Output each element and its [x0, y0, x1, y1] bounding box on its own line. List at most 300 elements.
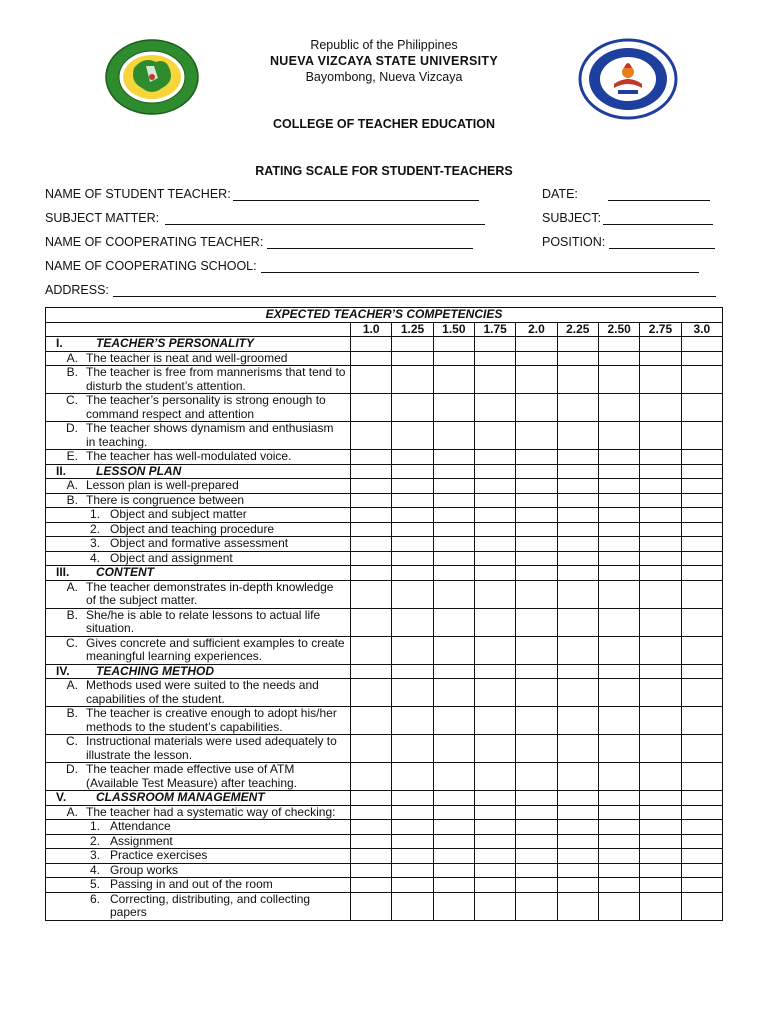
- rating-cell[interactable]: [474, 791, 515, 806]
- rating-cell[interactable]: [433, 566, 474, 581]
- cooperating-teacher-line[interactable]: [267, 236, 473, 249]
- rating-cell[interactable]: [681, 394, 722, 422]
- competency-item: [46, 479, 351, 494]
- rating-cell[interactable]: [474, 834, 515, 849]
- rating-cell[interactable]: [433, 580, 474, 608]
- rating-cell[interactable]: [516, 508, 557, 523]
- date-line[interactable]: [608, 188, 710, 201]
- rating-cell[interactable]: [640, 820, 681, 835]
- rating-cell[interactable]: [351, 450, 392, 465]
- item-text: The teacher has well-modulated voice.: [86, 449, 292, 463]
- rating-cell[interactable]: [474, 664, 515, 679]
- rating-cell[interactable]: [640, 849, 681, 864]
- rating-cell[interactable]: [392, 522, 433, 537]
- subject-line[interactable]: [603, 212, 713, 225]
- table-row: [46, 834, 723, 849]
- rating-cell[interactable]: [640, 450, 681, 465]
- rating-cell[interactable]: [598, 791, 639, 806]
- subject-matter-field[interactable]: [45, 211, 485, 225]
- rating-cell[interactable]: [392, 820, 433, 835]
- rating-cell[interactable]: [516, 551, 557, 566]
- rating-cell[interactable]: [598, 479, 639, 494]
- rating-cell[interactable]: [681, 878, 722, 893]
- rating-cell[interactable]: [598, 450, 639, 465]
- rating-cell[interactable]: [557, 878, 598, 893]
- rating-cell[interactable]: [640, 863, 681, 878]
- rating-cell[interactable]: [474, 707, 515, 735]
- rating-cell[interactable]: [433, 450, 474, 465]
- rating-cell[interactable]: [557, 863, 598, 878]
- rating-cell[interactable]: [474, 551, 515, 566]
- rating-cell[interactable]: [681, 863, 722, 878]
- item-text: She/he is able to relate lessons to actual life situation.: [86, 607, 321, 635]
- rating-cell[interactable]: [433, 878, 474, 893]
- rating-cell[interactable]: [598, 805, 639, 820]
- rating-cell[interactable]: [516, 450, 557, 465]
- rating-cell[interactable]: [681, 566, 722, 581]
- rating-cell[interactable]: [640, 664, 681, 679]
- rating-cell[interactable]: [433, 791, 474, 806]
- rating-cell[interactable]: [351, 394, 392, 422]
- rating-cell[interactable]: [598, 522, 639, 537]
- rating-cell[interactable]: [474, 849, 515, 864]
- rating-cell[interactable]: [351, 351, 392, 366]
- rating-cell[interactable]: [474, 608, 515, 636]
- rating-cell[interactable]: [516, 493, 557, 508]
- rating-cell[interactable]: [433, 664, 474, 679]
- rating-cell[interactable]: [474, 735, 515, 763]
- rating-cell[interactable]: [392, 679, 433, 707]
- rating-cell[interactable]: [351, 580, 392, 608]
- rating-cell[interactable]: [640, 351, 681, 366]
- rating-cell[interactable]: [392, 805, 433, 820]
- rating-cell[interactable]: [392, 394, 433, 422]
- rating-cell[interactable]: [351, 820, 392, 835]
- rating-cell[interactable]: [474, 566, 515, 581]
- rating-cell[interactable]: [392, 608, 433, 636]
- rating-cell[interactable]: [557, 664, 598, 679]
- rating-cell[interactable]: [516, 679, 557, 707]
- rating-cell[interactable]: [557, 636, 598, 664]
- rating-cell[interactable]: [557, 464, 598, 479]
- rating-cell[interactable]: [351, 791, 392, 806]
- rating-cell[interactable]: [433, 366, 474, 394]
- rating-cell[interactable]: [640, 522, 681, 537]
- rating-cell[interactable]: [557, 892, 598, 920]
- rating-cell[interactable]: [351, 863, 392, 878]
- rating-cell[interactable]: [351, 493, 392, 508]
- rating-cell[interactable]: [516, 707, 557, 735]
- rating-cell[interactable]: [598, 878, 639, 893]
- rating-cell[interactable]: [392, 707, 433, 735]
- rating-cell[interactable]: [474, 892, 515, 920]
- table-row: [46, 805, 723, 820]
- rating-cell[interactable]: [640, 551, 681, 566]
- rating-cell[interactable]: [433, 537, 474, 552]
- rating-cell[interactable]: [474, 636, 515, 664]
- rating-cell[interactable]: [598, 608, 639, 636]
- rating-cell[interactable]: [516, 863, 557, 878]
- rating-cell[interactable]: [681, 834, 722, 849]
- rating-cell[interactable]: [516, 763, 557, 791]
- rating-cell[interactable]: [433, 849, 474, 864]
- rating-cell[interactable]: [351, 636, 392, 664]
- rating-cell[interactable]: [433, 679, 474, 707]
- rating-cell[interactable]: [351, 834, 392, 849]
- student-teacher-field[interactable]: [45, 187, 479, 201]
- rating-cell[interactable]: [557, 493, 598, 508]
- rating-cell[interactable]: [351, 608, 392, 636]
- rating-cell[interactable]: [640, 763, 681, 791]
- rating-cell[interactable]: [640, 834, 681, 849]
- rating-cell[interactable]: [516, 566, 557, 581]
- rating-cell[interactable]: [598, 551, 639, 566]
- rating-cell[interactable]: [433, 493, 474, 508]
- rating-cell[interactable]: [681, 608, 722, 636]
- cooperating-teacher-field[interactable]: [45, 235, 473, 249]
- rating-cell[interactable]: [598, 863, 639, 878]
- rating-cell[interactable]: [351, 479, 392, 494]
- rating-cell[interactable]: [351, 849, 392, 864]
- rating-cell[interactable]: [351, 422, 392, 450]
- rating-cell[interactable]: [392, 551, 433, 566]
- rating-cell[interactable]: [598, 735, 639, 763]
- rating-cell[interactable]: [598, 707, 639, 735]
- rating-cell[interactable]: [351, 537, 392, 552]
- rating-cell[interactable]: [351, 878, 392, 893]
- rating-cell[interactable]: [516, 805, 557, 820]
- rating-cell[interactable]: [392, 849, 433, 864]
- rating-cell[interactable]: [392, 366, 433, 394]
- rating-cell[interactable]: [392, 493, 433, 508]
- rating-cell[interactable]: [474, 508, 515, 523]
- position-line[interactable]: [609, 236, 715, 249]
- rating-cell[interactable]: [557, 508, 598, 523]
- rating-cell[interactable]: [392, 834, 433, 849]
- rating-cell[interactable]: [351, 707, 392, 735]
- rating-cell[interactable]: [516, 849, 557, 864]
- rating-cell[interactable]: [433, 422, 474, 450]
- rating-cell[interactable]: [392, 735, 433, 763]
- rating-cell[interactable]: [598, 537, 639, 552]
- rating-cell[interactable]: [433, 508, 474, 523]
- rating-cell[interactable]: [474, 820, 515, 835]
- rating-cell[interactable]: [392, 422, 433, 450]
- rating-cell[interactable]: [392, 878, 433, 893]
- rating-cell[interactable]: [640, 394, 681, 422]
- rating-cell[interactable]: [598, 422, 639, 450]
- rating-cell[interactable]: [392, 450, 433, 465]
- rating-cell[interactable]: [516, 464, 557, 479]
- rating-cell[interactable]: [351, 805, 392, 820]
- rating-cell[interactable]: [681, 580, 722, 608]
- rating-cell[interactable]: [640, 479, 681, 494]
- rating-cell[interactable]: [681, 892, 722, 920]
- rating-cell[interactable]: [557, 849, 598, 864]
- rating-cell[interactable]: [557, 805, 598, 820]
- rating-cell[interactable]: [474, 878, 515, 893]
- rating-cell[interactable]: [557, 337, 598, 352]
- rating-cell[interactable]: [516, 636, 557, 664]
- rating-cell[interactable]: [392, 351, 433, 366]
- student-teacher-line[interactable]: [233, 188, 479, 201]
- rating-cell[interactable]: [351, 735, 392, 763]
- rating-cell[interactable]: [598, 679, 639, 707]
- rating-cell[interactable]: [681, 551, 722, 566]
- rating-cell[interactable]: [640, 707, 681, 735]
- rating-cell[interactable]: [433, 707, 474, 735]
- rating-cell[interactable]: [433, 834, 474, 849]
- rating-cell[interactable]: [598, 849, 639, 864]
- rating-cell[interactable]: [474, 450, 515, 465]
- date-label: DATE:: [542, 187, 578, 201]
- rating-cell[interactable]: [433, 394, 474, 422]
- rating-cell[interactable]: [392, 566, 433, 581]
- competency-item: [46, 493, 351, 508]
- rating-cell[interactable]: [392, 791, 433, 806]
- rating-cell[interactable]: [433, 479, 474, 494]
- rating-cell[interactable]: [640, 791, 681, 806]
- rating-cell[interactable]: [681, 479, 722, 494]
- rating-cell[interactable]: [474, 337, 515, 352]
- rating-cell[interactable]: [474, 464, 515, 479]
- rating-cell[interactable]: [392, 636, 433, 664]
- rating-cell[interactable]: [351, 464, 392, 479]
- rating-cell[interactable]: [598, 493, 639, 508]
- rating-cell[interactable]: [640, 537, 681, 552]
- rating-cell[interactable]: [598, 664, 639, 679]
- rating-cell[interactable]: [681, 508, 722, 523]
- rating-cell[interactable]: [640, 464, 681, 479]
- rating-cell[interactable]: [557, 820, 598, 835]
- rating-cell[interactable]: [557, 707, 598, 735]
- cooperating-school-line[interactable]: [261, 260, 699, 273]
- rating-cell[interactable]: [474, 479, 515, 494]
- rating-cell[interactable]: [351, 522, 392, 537]
- rating-cell[interactable]: [392, 892, 433, 920]
- rating-cell[interactable]: [516, 834, 557, 849]
- rating-cell[interactable]: [681, 849, 722, 864]
- rating-cell[interactable]: [516, 735, 557, 763]
- date-field[interactable]: [542, 187, 710, 201]
- competency-item: [46, 394, 351, 422]
- address-line[interactable]: [113, 284, 716, 297]
- rating-cell[interactable]: [557, 351, 598, 366]
- rating-cell[interactable]: [681, 537, 722, 552]
- rating-cell[interactable]: [516, 580, 557, 608]
- rating-cell[interactable]: [557, 580, 598, 608]
- rating-cell[interactable]: [474, 422, 515, 450]
- rating-cell[interactable]: [433, 820, 474, 835]
- rating-cell[interactable]: [681, 707, 722, 735]
- rating-cell[interactable]: [351, 763, 392, 791]
- rating-cell[interactable]: [474, 394, 515, 422]
- rating-cell[interactable]: [681, 805, 722, 820]
- rating-cell[interactable]: [640, 508, 681, 523]
- rating-cell[interactable]: [640, 493, 681, 508]
- rating-cell[interactable]: [640, 878, 681, 893]
- section-heading: [46, 664, 351, 679]
- rating-cell[interactable]: [557, 735, 598, 763]
- section-row: [46, 664, 723, 679]
- rating-cell[interactable]: [474, 580, 515, 608]
- rating-cell[interactable]: [351, 664, 392, 679]
- rating-cell[interactable]: [516, 394, 557, 422]
- rating-cell[interactable]: [681, 636, 722, 664]
- rating-cell[interactable]: [474, 351, 515, 366]
- rating-cell[interactable]: [681, 791, 722, 806]
- rating-cell[interactable]: [474, 763, 515, 791]
- rating-cell[interactable]: [351, 508, 392, 523]
- rating-cell[interactable]: [598, 337, 639, 352]
- rating-cell[interactable]: [681, 366, 722, 394]
- rating-cell[interactable]: [681, 422, 722, 450]
- rating-cell[interactable]: [392, 537, 433, 552]
- rating-cell[interactable]: [557, 450, 598, 465]
- rating-cell[interactable]: [516, 479, 557, 494]
- item-marker: B.: [66, 492, 78, 507]
- rating-cell[interactable]: [474, 863, 515, 878]
- rating-cell[interactable]: [681, 337, 722, 352]
- rating-cell[interactable]: [640, 608, 681, 636]
- rating-cell[interactable]: [640, 580, 681, 608]
- rating-cell[interactable]: [640, 735, 681, 763]
- rating-cell[interactable]: [598, 834, 639, 849]
- rating-cell[interactable]: [351, 892, 392, 920]
- rating-cell[interactable]: [516, 537, 557, 552]
- rating-cell[interactable]: [598, 394, 639, 422]
- rating-cell[interactable]: [557, 763, 598, 791]
- rating-cell[interactable]: [433, 892, 474, 920]
- rating-cell[interactable]: [474, 493, 515, 508]
- rating-cell[interactable]: [681, 450, 722, 465]
- rating-cell[interactable]: [351, 566, 392, 581]
- rating-cell[interactable]: [516, 337, 557, 352]
- rating-cell[interactable]: [557, 679, 598, 707]
- rating-cell[interactable]: [351, 366, 392, 394]
- rating-cell[interactable]: [474, 679, 515, 707]
- rating-cell[interactable]: [433, 522, 474, 537]
- rating-cell[interactable]: [681, 763, 722, 791]
- rating-cell[interactable]: [557, 394, 598, 422]
- rating-cell[interactable]: [681, 735, 722, 763]
- rating-cell[interactable]: [640, 366, 681, 394]
- rating-cell[interactable]: [640, 422, 681, 450]
- rating-cell[interactable]: [433, 636, 474, 664]
- rating-cell[interactable]: [516, 878, 557, 893]
- rating-cell[interactable]: [681, 351, 722, 366]
- rating-cell[interactable]: [557, 537, 598, 552]
- rating-cell[interactable]: [351, 551, 392, 566]
- rating-cell[interactable]: [516, 366, 557, 394]
- position-field[interactable]: [542, 235, 715, 249]
- rating-cell[interactable]: [392, 763, 433, 791]
- subitem-text: Practice exercises: [110, 848, 208, 862]
- rating-cell[interactable]: [474, 537, 515, 552]
- rating-cell[interactable]: [516, 820, 557, 835]
- subject-matter-line[interactable]: [165, 212, 485, 225]
- rating-cell[interactable]: [640, 636, 681, 664]
- rating-cell[interactable]: [598, 580, 639, 608]
- rating-cell[interactable]: [433, 551, 474, 566]
- rating-cell[interactable]: [598, 763, 639, 791]
- rating-cell[interactable]: [474, 522, 515, 537]
- rating-cell[interactable]: [516, 791, 557, 806]
- rating-cell[interactable]: [681, 522, 722, 537]
- rating-cell[interactable]: [392, 508, 433, 523]
- rating-cell[interactable]: [598, 820, 639, 835]
- rating-cell[interactable]: [681, 464, 722, 479]
- rating-cell[interactable]: [433, 608, 474, 636]
- rating-cell[interactable]: [557, 551, 598, 566]
- rating-cell[interactable]: [598, 464, 639, 479]
- table-row: [46, 636, 723, 664]
- rating-cell[interactable]: [433, 735, 474, 763]
- rating-cell[interactable]: [433, 337, 474, 352]
- rating-cell[interactable]: [598, 892, 639, 920]
- rating-cell[interactable]: [557, 566, 598, 581]
- rating-cell[interactable]: [681, 664, 722, 679]
- rating-cell[interactable]: [392, 337, 433, 352]
- rating-cell[interactable]: [516, 892, 557, 920]
- rating-cell[interactable]: [681, 820, 722, 835]
- rating-cell[interactable]: [598, 636, 639, 664]
- rating-cell[interactable]: [598, 566, 639, 581]
- rating-cell[interactable]: [351, 679, 392, 707]
- subject-field[interactable]: [542, 211, 713, 225]
- rating-cell[interactable]: [392, 863, 433, 878]
- rating-cell[interactable]: [557, 422, 598, 450]
- rating-cell[interactable]: [681, 493, 722, 508]
- rating-cell[interactable]: [640, 679, 681, 707]
- rating-cell[interactable]: [433, 863, 474, 878]
- rating-cell[interactable]: [392, 479, 433, 494]
- cooperating-school-field[interactable]: [45, 259, 699, 273]
- rating-cell[interactable]: [433, 464, 474, 479]
- rating-cell[interactable]: [474, 366, 515, 394]
- rating-cell[interactable]: [351, 337, 392, 352]
- rating-cell[interactable]: [557, 791, 598, 806]
- rating-cell[interactable]: [557, 366, 598, 394]
- rating-cell[interactable]: [598, 351, 639, 366]
- rating-cell[interactable]: [557, 522, 598, 537]
- rating-cell[interactable]: [392, 580, 433, 608]
- rating-cell[interactable]: [516, 608, 557, 636]
- rating-cell[interactable]: [516, 351, 557, 366]
- table-row: [46, 551, 723, 566]
- rating-cell[interactable]: [557, 608, 598, 636]
- rating-cell[interactable]: [516, 522, 557, 537]
- rating-cell[interactable]: [392, 464, 433, 479]
- rating-cell[interactable]: [392, 664, 433, 679]
- rating-cell[interactable]: [681, 679, 722, 707]
- address-field[interactable]: [45, 283, 716, 297]
- rating-cell[interactable]: [433, 351, 474, 366]
- rating-cell[interactable]: [640, 337, 681, 352]
- rating-cell[interactable]: [640, 892, 681, 920]
- rating-cell[interactable]: [598, 508, 639, 523]
- rating-cell[interactable]: [640, 566, 681, 581]
- rating-cell[interactable]: [433, 805, 474, 820]
- rating-cell[interactable]: [433, 763, 474, 791]
- rating-cell[interactable]: [598, 366, 639, 394]
- rating-cell[interactable]: [557, 479, 598, 494]
- rating-cell[interactable]: [640, 805, 681, 820]
- rating-cell[interactable]: [516, 422, 557, 450]
- rating-cell[interactable]: [557, 834, 598, 849]
- rating-cell[interactable]: [474, 805, 515, 820]
- rating-cell[interactable]: [516, 664, 557, 679]
